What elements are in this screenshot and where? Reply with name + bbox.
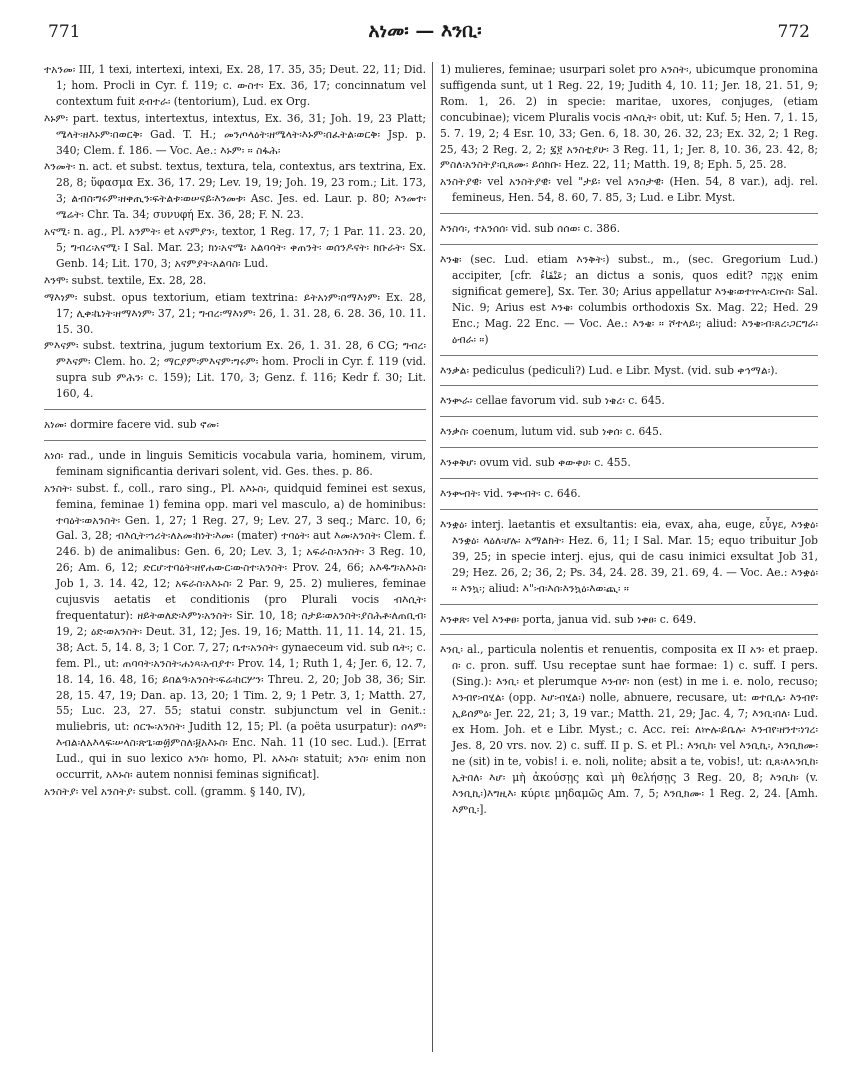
section-rule [440,355,818,356]
entry-enqats: እንቀጽ፡ vel እንቀፀ፡ porta, janua vid. sub ነቀፀ፡ c. 649. [440,612,697,626]
page-number-left: 771 [48,22,81,42]
entry-anasa: አነሰ፡ rad., unde in linguis Semiticis vocabula varia, hominem, virum, feminam significantia derivari solent, vid. Ges. thes. p. 86. [44,448,426,478]
section-rule [44,409,426,410]
section-rule [440,478,818,479]
entry-enbi: እንቢ፡ al., particula nolentis et renuentis, composita ex II አን፡ et praep. በ፡ c. pron. suff. Usu receptae sunt hae formae: 1) c. suff. I pers. (Sing.): እንቢ፡ et plerumque እንብየ፡ non (est) in me i. e. nolo, recuso; እንብየ፡ብሂል፡ (opp. እሆ፡ብሂል፡) nolle, abnuere, recusare, ut: ወተቢሌ፡ እንብየ፡ ኢይሰምዕ፡ Jer. 22, 21; 3, 19 var.; Matth. 21, 29; Jac. 4, 7; እንቢ፡በለ፡ Lud. ex Hom. Joh. et e Libr. Myst.; c. Acc. rei: ለኵሉ፡ይቤሉ፡ እንብየ፡ዘንተ፡ነገረ፡ Jes. 8, 20 vrs. nov. 2) c. suff. II p. S. et Pl.: እንቢከ፡ vel እንቢኪ፡, እንቢክሙ፡ ne (sit) in te, vobis! i. e. noli, nolite; absit a te, vobis!, ut: ቢጸ፡ለኣንቢከ፡ኢትበለ፡ እሆ፡ μὴ ἀκούσῃς καὶ μὴ θελήσῃς 3 Reg. 20, 8; እንቢከ፡ (v. እንቢኪ፡)እግዚእ፡ κύριε μηδαμῶς Am. 7, 5; እንቢክሙ፡ 1 Reg. 2, 24. [Amh. እምቢ፡]. [440,643,818,816]
entry-enqe: እንቄ፡ (sec. Lud. etiam እንቅት፡) subst., m., (sec. Gregorium Lud.) accipiter, [cfr. عَنْقَاءُ; an dictus a sonis, quos edit? אֲנָקָה enim significat gemere], Sx. Ter. 30; Arius appellatur እንቄ፡ወተኵላ፡ርኵስ፡ Sal. Nic. 9; Arius est እንቄ፡ columbis orthodoxis Sx. Mag. 22; Hed. 29 Enc.; Mag. 22 Enc. — Voc. Ae.: እንቄ፡ ። ሾተላይ፡; aliud: እንቄ፡ብ፡ጸረ፡ጋርግራ፡ዕብራ፡ ።) [440,253,818,346]
page-header [40,22,810,48]
entry-anestya-cont: 1) mulieres, feminae; usurpari solet pro አንስት፡, ubicumque pronomina suffigenda sunt, ut 1 Reg. 22, 19; Judith 4, 10. 11; Jer. 18, 21. 51, 9; Rom. 1, 26. 2) in specie: maritae, uxores, conjuges, (etiam concubinae); vicem Pluralis vocis ብእሲት፡ obit, ut: Kuf. 5; Hen. 7, 1. 15, 5. 7. 19, 2; 4 Esr. 10, 33; Gen. 6, 18. 30, 26. 32, 23; Ex. 32, 2; 1 Reg. 25, 43; 2 Reg. 2, 2; ፯፻ አንስቲያሁ፡ 3 Reg. 11, 1; Jer. 8, 10. 36, 23. 42, 8; ምስለ፡አንስትያ፡ቢጸሙ፡ ይሰክቡ፡ Hez. 22, 11; Matth. 19, 8; Eph. 5, 25. 28. [440,63,819,172]
entry-maenam: ማእነም፡ subst. opus textorium, etiam textrina: ይትአነም፡በማእነም፡ Ex. 28, 17; ሊቀ፡ኬነት፡ዘማእነም፡ 37, 21; ግብረ፡ማእነም፡ 26, 1. 31. 28, 6. 28. 36, 10. 11. 15. 30. [44,290,426,336]
entry-enmat: እንመት፡ n. act. et subst. textus, textura, tela, contextus, ars textrina, Ex. 28, 8; ὕφασμα Ex. 36, 17. 29; Lev. 19, 19; Joh. 19, 23 rom.; Lit. 173, 3; ልብስ፡ግሩም፡ዘቀጢን፡ፍትልቱ፡ወሠናይ፡እንመቱ፡ Asc. Jes. ed. Laur. p. 80; እንመተ፡ሜሬት፡ Chr. Ta. 34; συνυφή Ex. 36, 28; F. N. 23. [44,160,426,222]
section-rule [440,509,818,510]
entry-anest: አንስት፡ subst. f., coll., raro sing., Pl. አእኑስ፡, quidquid feminei est sexus, femina, feminae 1) femina opp. mari vel masculo, a) de hominibus: ተባዕት፡ወአንስት፡ Gen. 1, 27; 1 Reg. 27, 9; Lev. 27, 3 seq.; Marc. 10, 6; Gal. 3, 28; ብእሲት፡ኀሪት፡ለአመ፡ከነት፡እመ፡ (mater) ተባዕት፡ aut እመ፡አንስት፡ Clem. f. 246. b) de animalibus: Gen. 6, 20; Lev. 3, 1; አፍራስ፡አንስት፡ 3 Reg. 10, 26; Am. 6, 12; ድርሆ፡ተባዕት፡ዘየሐውር፡ውስተ፡አንስት፡ Prov. 24, 66; አእዱግ፡አእኑስ፡ Job 1, 3. 14. 42, 12; አፍራስ፡አእኑስ፡ 2 Par. 9, 25. 2) mulieres, feminae cujusvis aetatis et conditionis (pro Plurali vocis ብእሲት፡ frequentatur): ዘይትወለድ፡እምነ፡አንስት፡ Sir. 10, 18; ስታይ፡ወአንስት፡ያስሕቶ፡ለጠቢብ፡ 19, 2; ዕድ፡ወአንስት፡ Deut. 31, 12; Jes. 19, 16; Matth. 11, 11. 14, 21. 15, 38; Act. 5, 14. 8, 3; 1 Cor. 7, 27; ቤተ፡አንስት፡ gynaeceum vid. sub ቤት፡; c. fem. Pl., ut: ጠባባት፡አንስት፡ሐነጻ፡አብያተ፡ Prov. 14, 1; Ruth 1, 4; Jer. 6, 12. 7, 18. 14, 16. 48, 16; ይበልዓ፡አንስት፡ፍሬ፡ከርሦን፡ Threu. 2, 20; Job 38, 36; Sir. 28, 15. 47, 19; Dan. ap. 13, 20; 1 Tim. 2, 9; 1 Petr. 3, 1; Matth. 27, 55; Luc. 23, 27. 55; statui constr. subjunctum vel in Genit.: muliebris, ut: ሰርጐ፡አንስት፡ Judith 12, 15; Pl. (a poëta usurpatur): ሰላም፡እብል፡ለአእላፍ፡ሠላስ፡ጽጌ፡ወ፴ምስለ፡፱አእኑስ፡ Enc. Nah. 11 (10 sec. Lud.). [Errat Lud., qui in suo lexico አንስ፡ homo, Pl. አእኑስ፡ statuit; አንስ፡ enim non occurrit, አእኑስ፡ autem nonnisi feminas significat]. [44,481,426,782]
page-number-right: 772 [777,22,810,42]
running-head: አነመ፡ — እንቢ፡ [368,20,482,42]
entry-enqura: እንቍራ፡ cellae favorum vid. sub ነቄረ፡ c. 645. [440,394,665,408]
section-rule [440,416,818,417]
entry-enum: እኑም፡ part. textus, intertextus, intextus, Ex. 36, 31; Joh. 19, 23 Platt; ሜላት፡ዘእኑም፡በወርቅ፡ Gad. T. H.; መንጦላዕት፡ዘሜላት፡እኑም፡በፈትል፡ወርቅ፡ Jsp. p. 340; Clem. f. 186. — Voc. Ae.: እኑም፡ ። ስፋሕ፡ [44,111,426,157]
section-rule [440,447,818,448]
entry-enqua: እንቋዕ፡ interj. laetantis et exsultantis: eia, evax, aha, euge, εὖγε, እንቋዕ፡እንቋዕ፡ ላዕለ፡ሆሉ፡ አማልክት፡ Hez. 6, 11; I Sal. Mar. 15; equo tribuitur Job 39, 25; in specie interj. ejus, qui de casu inimici exsultat Job 31, 29; Hez. 26, 2; 36, 2; Ps. 34, 24. 28. 39, 21. 69, 4. — Voc. Ae.: እንቋዕ፡ ። እንኳ፡; aliud: እ"፡ብ፡እሰ፡እንኳዕ፡እወ፡ጪ፡ ። [440,518,818,595]
entry-enqal: እንቃል፡ pediculus (pediculi?) Lud. e Libr. Myst. (vid. sub ቀኅማል፡). [440,363,778,377]
entry-enqaqho: እንቀቅሆ፡ ovum vid. sub ቀውቀሀ፡ c. 455. [440,456,631,470]
section-rule [44,440,426,441]
entry-anama: አነመ፡ dormire facere vid. sub ኖመ፡ [44,418,219,432]
entry-ensesa: እንስሳ፡, ተአንሰሰ፡ vid. sub ሰሰወ፡ c. 386. [440,222,621,236]
entry-tanma: ተአንመ፡ III, 1 texi, intertexi, intexi, Ex. 28, 17. 35, 35; Deut. 22, 11; Did. 1; hom. Procli in Cyr. f. 119; c. ውስተ፡ Ex. 36, 17; concinnatum vel contextum fuit ደብተራ፡ (tentorium), Lud. ex Org. [44,63,426,108]
section-rule [440,244,818,245]
section-rule [440,213,818,214]
section-rule [440,604,818,605]
entry-enqubt: እንቍብት፡ vid. ንቍብት፡ c. 646. [440,487,581,501]
left-column [44,62,426,800]
right-column [440,62,818,817]
section-rule [440,634,818,635]
entry-anami: አናሚ፡ n. ag., Pl. አንምት፡ et አናምያን፡, textor, 1 Reg. 17, 7; 1 Par. 11. 23. 20, 5; ግብረ፡አናሚ፡ I Sal. Mar. 23; ክነ፡አናሜ፡ አልባሳት፡ ቀጠንት፡ ወሰንዶናት፡ ክቡራት፡ Sx. Genb. 14; Lit. 170, 3; አናምያት፡አልባስ፡ Lud. [44,225,426,270]
entry-enmo: እንሞ፡ subst. textile, Ex. 28, 28. [44,273,207,287]
column-divider [432,62,433,1052]
entry-anestya: አንስትያ፡ vel አንስትያ፡ subst. coll. (gramm. § 140, IV), [44,784,306,798]
entry-anestyawi: አንስትያዊ፡ vel አንስትያዊ፡ vel "ታይ፡ vel አንስታዊ፡ (Hen. 54, 8 var.), adj. rel. femineus, Hen. 54, 8. 60, 7. 85, 3; Lud. e Libr. Myst. [440,175,818,205]
section-rule [440,385,818,386]
entry-meenam: ምእናም፡ subst. textrina, jugum textorium Ex. 26, 1. 31. 28, 6 CG; ግብረ፡ምእናም፡ Clem. ho. 2; ማርያም፡ምእናም፡ግሩም፡ hom. Procli in Cyr. f. 119 (vid. supra sub ምሕን፡ c. 159); Lit. 170, 3; Genz. f. 116; Kedr f. 30; Lit. 160, 4. [44,339,426,401]
entry-enqas: እንቃስ፡ coenum, lutum vid. sub ነቀሰ፡ c. 645. [440,425,663,439]
